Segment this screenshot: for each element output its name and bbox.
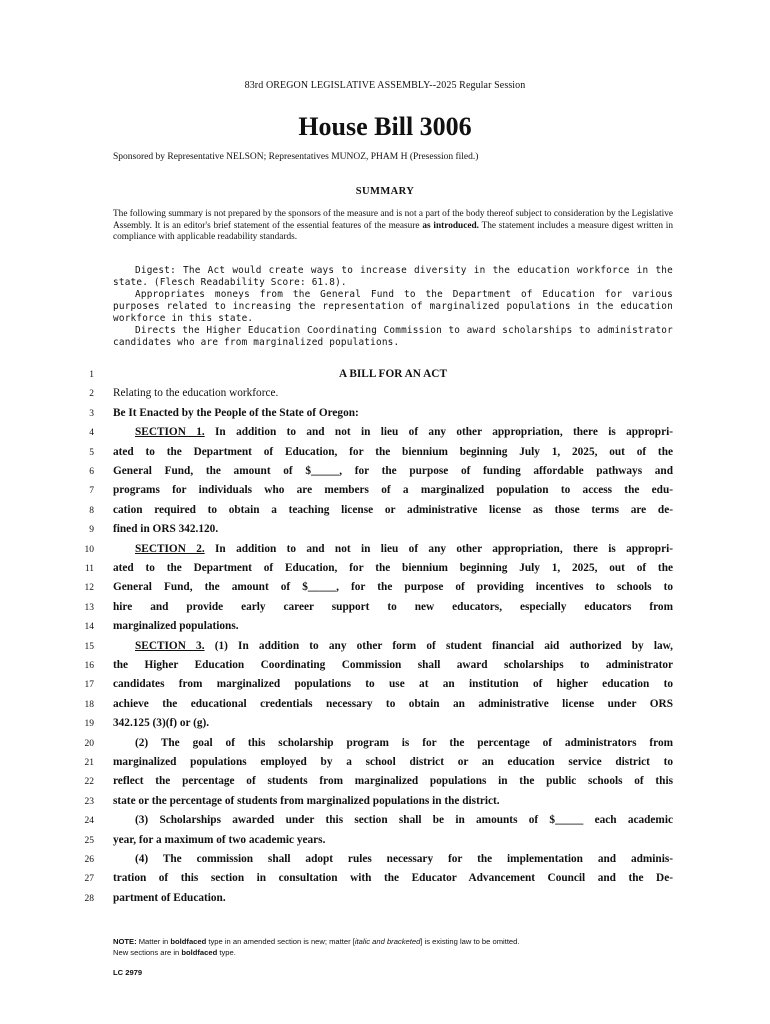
bill-line [0, 501, 770, 520]
line-number: 22 [84, 777, 94, 788]
bill-act-heading: A BILL FOR AN ACT [339, 368, 447, 380]
bill-line [0, 831, 770, 850]
section-3-start [113, 637, 673, 656]
line-number: 17 [84, 680, 94, 691]
bill-line [0, 675, 770, 694]
bill-line [0, 559, 770, 578]
note-italic: italic and bracketed [354, 937, 421, 946]
note-bold-2: boldfaced [181, 948, 218, 957]
footer-note [113, 936, 673, 958]
bill-line [0, 443, 770, 462]
line-text: year, for a maximum of two academic years. [113, 833, 326, 846]
line-number: 4 [89, 428, 94, 439]
summary-text-b: The statement includes a measure digest written in compliance with applicable readability standards. [113, 220, 674, 242]
lc-number: LC 2979 [113, 968, 143, 977]
section-1-label: SECTION 1. [135, 426, 205, 439]
section-2-label: SECTION 2. [135, 542, 205, 555]
line-number: 12 [84, 583, 94, 594]
bill-line [0, 734, 770, 753]
line-text: achieve the educational credentials necessary to obtain an administrative license under ORS [113, 697, 673, 710]
line-number: 25 [84, 835, 94, 846]
line-text: programs for individuals who are members of a marginalized population to access the edu- [113, 484, 673, 497]
bill-line [0, 404, 770, 423]
line-text: marginalized populations employed by a school district or an education service district to [113, 756, 673, 768]
bill-line [0, 423, 770, 442]
bill-line [0, 811, 770, 830]
line-text: state or the percentage of students from marginalized populations in the district. [113, 794, 500, 807]
bill-line [0, 656, 770, 675]
bill-line [0, 520, 770, 539]
bill-line [0, 598, 770, 617]
line-text: marginalized populations. [113, 620, 239, 633]
line-number: 8 [89, 505, 94, 516]
line-number: 28 [84, 893, 94, 904]
note-line-2 [113, 947, 673, 958]
bill-line [0, 772, 770, 791]
bill-line [0, 540, 770, 559]
line-text: tration of this section in consultation with the Educator Advancement Council and the De- [113, 872, 673, 885]
line-number: 15 [84, 641, 94, 652]
enacting-clause: Be It Enacted by the People of the State of Oregon: [113, 406, 359, 419]
bill-line [0, 384, 770, 403]
summary-text-bold: as introduced. [422, 220, 479, 231]
line-number: 1 [89, 370, 94, 380]
section-3-label: SECTION 3. [135, 639, 205, 652]
note-label: NOTE: [113, 937, 137, 946]
note-text-c: ] is existing law to be omitted. [420, 937, 520, 946]
session-header: 83rd OREGON LEGISLATIVE ASSEMBLY--2025 Regular Session [244, 80, 526, 91]
bill-line [0, 481, 770, 500]
line-text: (4) The commission shall adopt rules necessary for the implementation and adminis- [135, 853, 673, 865]
bill-title: House Bill 3006 [298, 112, 472, 141]
line-number: 27 [84, 874, 94, 885]
line-number: 21 [84, 758, 94, 768]
relating-clause: Relating to the education workforce. [113, 387, 279, 400]
note-text-a: Matter in [136, 937, 171, 946]
bill-line [0, 889, 770, 908]
line-number: 13 [84, 602, 94, 613]
line-number: 19 [84, 719, 94, 730]
line-text: partment of Education. [113, 891, 226, 904]
line-number: 14 [84, 622, 94, 633]
summary-heading: SUMMARY [355, 186, 415, 197]
note-text-d: New sections are in [113, 948, 182, 957]
measure-digest [113, 265, 673, 349]
line-number: 2 [89, 389, 94, 400]
line-text: reflect the percentage of students from marginalized populations in the public schools of this [113, 775, 673, 788]
line-text: the Higher Education Coordinating Commission shall award scholarships to administrator [113, 659, 673, 671]
line-number: 9 [89, 525, 94, 536]
line-number: 5 [89, 447, 94, 458]
bill-line [0, 695, 770, 714]
line-text: General Fund, the amount of $_____, for the purpose of funding affordable pathways and [113, 465, 673, 477]
line-number: 26 [84, 855, 94, 865]
line-text: hire and provide early career support to new educators, especially educators from [113, 600, 673, 613]
bill-line [0, 869, 770, 888]
line-text: cation required to obtain a teaching license or administrative license as those terms are de- [113, 503, 673, 516]
line-number: 7 [89, 486, 94, 497]
sponsors-line: Sponsored by Representative NELSON; Representatives MUNOZ, PHAM H (Presession filed.) [113, 152, 479, 162]
line-text: 342.125 (3)(f) or (g). [113, 717, 210, 730]
line-text: fined in ORS 342.120. [113, 523, 219, 536]
section-1-start [113, 423, 673, 442]
bill-line [0, 714, 770, 733]
line-number: 6 [89, 467, 94, 477]
summary-text [113, 209, 673, 244]
line-text: General Fund, the amount of $_____, for the purpose of providing incentives to schools to [113, 581, 673, 594]
bill-line [0, 637, 770, 656]
line-text: ated to the Department of Education, for the biennium beginning July 1, 2025, out of the [113, 562, 673, 574]
digest-paragraph-2: Appropriates moneys from the General Fund to the Department of Education for various purposes related to increasing the representation of marginalized populations in the education workforce in this state. [113, 289, 673, 324]
line-text: candidates from marginalized populations to use at an institution of higher education to [113, 678, 673, 691]
line-text: In addition to and not in lieu of any other appropriation, there is appropri- [204, 426, 673, 439]
line-number: 3 [89, 408, 94, 419]
line-number: 24 [84, 816, 94, 827]
bill-line [0, 792, 770, 811]
note-bold-1: boldfaced [170, 937, 207, 946]
bill-line [0, 462, 770, 481]
line-number: 16 [84, 661, 94, 671]
section-2-start [113, 540, 673, 559]
digest-paragraph-1: Digest: The Act would create ways to increase diversity in the education workforce in the state. (Flesch Readability Score: 61.8). [113, 265, 673, 288]
note-line-1 [113, 936, 673, 947]
line-text: (1) In addition to any other form of student financial aid authorized by law, [204, 639, 673, 652]
line-number: 20 [84, 738, 94, 749]
summary-text-a: The following summary is not prepared by the sponsors of the measure and is not a part of the body thereof subject to consideration by the Legislative Assembly. It is an editor's brief statement of the essential features of the measure [113, 209, 673, 231]
bill-line [0, 850, 770, 869]
line-text: In addition to and not in lieu of any other appropriation, there is appropri- [204, 542, 673, 555]
line-text: (3) Scholarships awarded under this section shall be in amounts of $_____ each academic [135, 814, 673, 827]
line-number: 23 [84, 796, 94, 807]
note-text-e: type. [217, 948, 236, 957]
bill-line [0, 617, 770, 636]
line-text: ated to the Department of Education, for the biennium beginning July 1, 2025, out of the [113, 445, 673, 458]
line-number: 11 [84, 564, 94, 574]
bill-line [0, 578, 770, 597]
digest-paragraph-3: Directs the Higher Education Coordinating Commission to award scholarships to administrator candidates who are from marginalized populations. [113, 325, 673, 348]
note-text-b: type in an amended section is new; matter [ [206, 937, 355, 946]
bill-line [0, 753, 770, 772]
line-number: 10 [84, 544, 94, 555]
line-number: 18 [84, 699, 94, 710]
line-text: (2) The goal of this scholarship program is for the percentage of administrators from [135, 736, 673, 749]
bill-line [0, 365, 770, 384]
